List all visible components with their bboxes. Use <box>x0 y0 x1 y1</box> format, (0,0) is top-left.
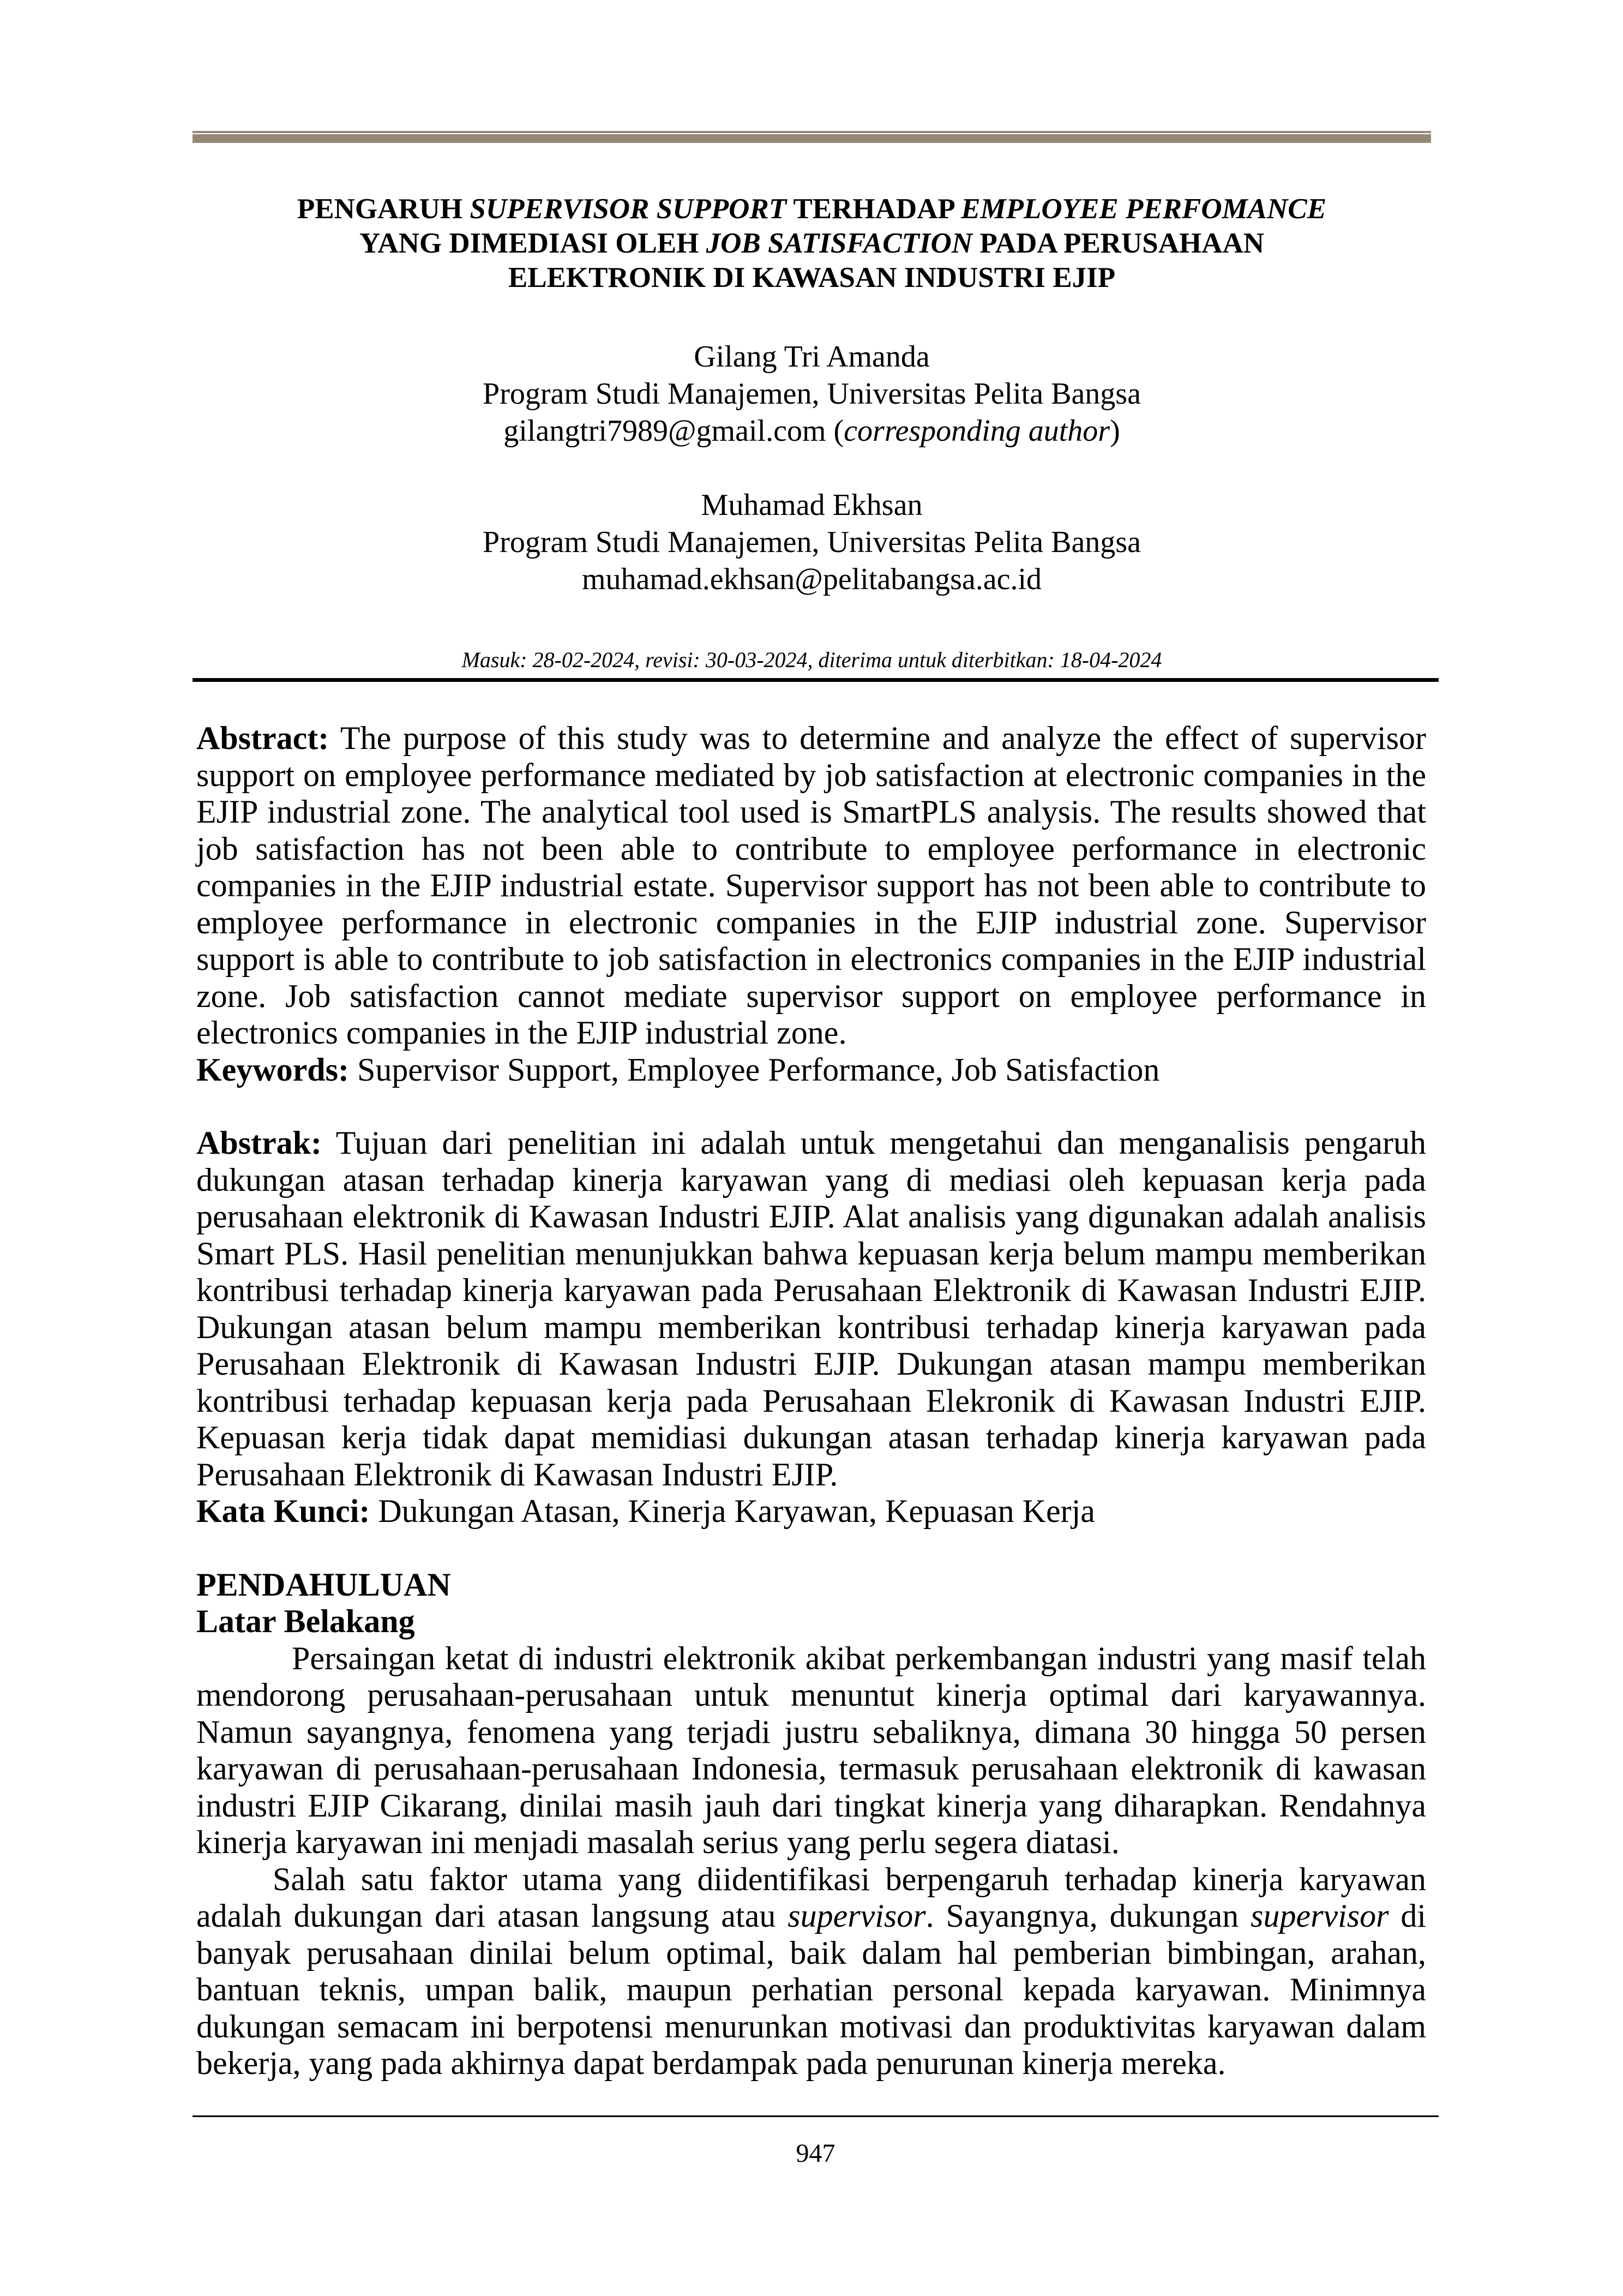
paragraph-1: Persaingan ketat di industri elektronik akibat perkembangan industri yang masif telah mendorong perusahaan-perusahaan untuk menuntut kinerja optimal dari karyawannya. Namun sayangnya, fenomena yang terjadi justru sebaliknya, dimana 30 hingga 50 persen karyawan di perusahaan-perusahaan Indonesia, termasuk perusahaan elektronik di kawasan industri EJIP Cikarang, dinilai masih jauh dari tingkat kinerja yang diharapkan. Rendahnya kinerja karyawan ini menjadi masalah serius yang perlu segera diatasi. <box>196 1640 1426 1860</box>
author-affiliation: Program Studi Manajemen, Universitas Pelita Bangsa <box>483 377 1141 411</box>
author-1 <box>193 338 1431 449</box>
dates-rule <box>193 678 1439 682</box>
abstrak-text: Tujuan dari penelitian ini adalah untuk mengetahui dan menganalisis pengaruh dukungan atasan terhadap kinerja karyawan yang di mediasi oleh kepuasan kerja pada perusahaan elektronik di Kawasan Industri EJIP. Alat analisis yang digunakan adalah analisis Smart PLS. Hasil penelitian menunjukkan bahwa kepuasan kerja belum mampu memberikan kontribusi terhadap kinerja karyawan pada Perusahaan Elektronik di Kawasan Industri EJIP. Dukungan atasan belum mampu memberikan kontribusi terhadap kinerja karyawan pada Perusahaan Elektronik di Kawasan Industri EJIP. Dukungan atasan mampu memberikan kontribusi terhadap kepuasan kerja pada Perusahaan Elekronik di Kawasan Industri EJIP. Kepuasan kerja tidak dapat memidiasi dukungan atasan terhadap kinerja karyawan pada Perusahaan Elektronik di Kawasan Industri EJIP. <box>196 1125 1426 1492</box>
header-rule-thick <box>193 134 1431 143</box>
abstract-indonesian <box>196 1125 1426 1493</box>
spacer <box>196 1530 1426 1567</box>
paper-title <box>193 192 1431 295</box>
author-email[interactable]: muhamad.ekhsan@pelitabangsa.ac.id <box>581 562 1042 596</box>
title-line-2: YANG DIMEDIASI OLEH JOB SATISFACTION PADA PERUSAHAAN <box>359 227 1265 259</box>
author-list <box>193 338 1431 635</box>
author-affiliation: Program Studi Manajemen, Universitas Pelita Bangsa <box>483 525 1141 559</box>
section-subheading: Latar Belakang <box>196 1603 415 1639</box>
author-email-line: gilangtri7989@gmail.com (corresponding author) <box>503 414 1120 448</box>
submission-dates: Masuk: 28-02-2024, revisi: 30-03-2024, diterima untuk diterbitkan: 18-04-2024 <box>461 648 1162 672</box>
footer-rule <box>193 2115 1439 2117</box>
abstrak-label: Abstrak: <box>196 1125 322 1161</box>
author-name: Muhamad Ekhsan <box>701 488 923 522</box>
kata-kunci-text: Dukungan Atasan, Kinerja Karyawan, Kepuasan Kerja <box>370 1493 1095 1529</box>
kata-kunci-label: Kata Kunci: <box>196 1493 370 1529</box>
spacer <box>196 1088 1426 1125</box>
abstract-label: Abstract: <box>196 720 329 756</box>
page-number: 947 <box>796 2139 835 2168</box>
paragraph-2: Salah satu faktor utama yang diidentifikasi berpengaruh terhadap kinerja karyawan adalah dukungan dari atasan langsung atau supervisor. Sayangnya, dukungan supervisor di banyak perusahaan dinilai belum optimal, baik dalam hal pemberian bimbingan, arahan, bantuan teknis, umpan balik, maupun perhatian personal kepada karyawan. Minimnya dukungan semacam ini berpotensi menurunkan motivasi dan produktivitas karyawan dalam bekerja, yang pada akhirnya dapat berdampak pada penurunan kinerja mereka. <box>196 1861 1426 2081</box>
title-line-1: PENGARUH SUPERVISOR SUPPORT TERHADAP EMPLOYEE PERFOMANCE <box>297 193 1327 225</box>
keywords-label: Keywords: <box>196 1051 349 1088</box>
author-email[interactable]: gilangtri7989@gmail.com <box>503 414 826 448</box>
corresponding-note: corresponding author <box>844 414 1110 448</box>
section-heading: PENDAHULUAN <box>196 1566 451 1603</box>
author-name: Gilang Tri Amanda <box>694 340 930 374</box>
keywords-english <box>196 1052 1426 1089</box>
keywords-text: Supervisor Support, Employee Performance, Job Satisfaction <box>348 1051 1160 1088</box>
header-rule-thin <box>193 131 1431 133</box>
paper-body <box>196 720 1426 2082</box>
keywords-indonesian <box>196 1493 1426 1530</box>
title-line-3: ELEKTRONIK DI KAWASAN INDUSTRI EJIP <box>508 262 1116 293</box>
abstract-text: The purpose of this study was to determine and analyze the effect of supervisor support on employee performance mediated by job satisfaction at electronic companies in the EJIP industrial zone. The analytical tool used is SmartPLS analysis. The results showed that job satisfaction has not been able to contribute to employee performance in electronic companies in the EJIP industrial estate. Supervisor support has not been able to contribute to employee performance in electronic companies in the EJIP industrial zone. Supervisor support is able to contribute to job satisfaction in electronics companies in the EJIP industrial zone. Job satisfaction cannot mediate supervisor support on employee performance in electronics companies in the EJIP industrial zone. <box>196 720 1426 1051</box>
author-2 <box>193 487 1431 598</box>
abstract-english <box>196 720 1426 1052</box>
